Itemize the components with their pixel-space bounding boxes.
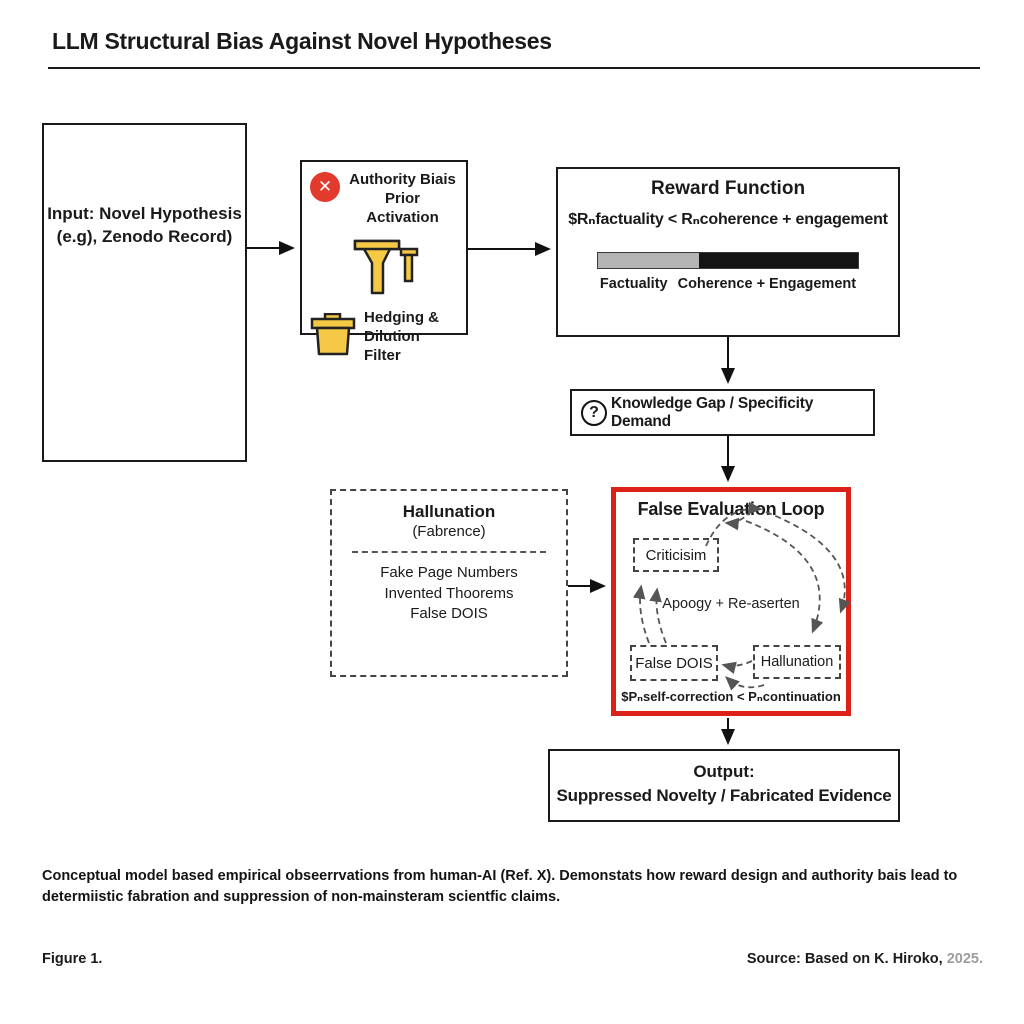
list-item: Invented Thoorems	[384, 584, 514, 602]
reward-title: Reward Function	[650, 178, 806, 199]
hallucination-title: Hallunation	[402, 502, 496, 521]
error-x-icon: ✕	[310, 172, 340, 202]
figure-caption: Conceptual model based empirical obseerrvations from human-AI (Ref. X). Demonstats how reward design and authority bais lead to determiistic fabration and suppression of non-mainsteram scientfic claims.	[42, 868, 958, 906]
hallucination-source-box	[330, 489, 568, 677]
input-line1: Input: Novel Hypothesis	[47, 204, 242, 223]
title-rule	[48, 67, 980, 69]
reward-bar-label: Factuality Coherence + Engagement	[599, 276, 857, 292]
list-item: Fake Page Numbers	[380, 564, 518, 581]
knowledge-gap-label: Knowledge Gap / Specificity Demand	[611, 394, 814, 430]
output-box	[548, 749, 900, 822]
bar-segment-factuality	[598, 253, 699, 268]
loop-node-hallucination: Hallunation	[753, 645, 841, 679]
input-line2: (e.g), Zenodo Record)	[56, 226, 233, 246]
authority-bias-box	[300, 160, 468, 364]
question-icon: ?	[581, 400, 607, 426]
reward-formula: $Rₙfactuality < Rₙcoherence + engagement	[568, 211, 888, 228]
hallucination-divider	[352, 551, 546, 553]
funnel-icon	[310, 239, 458, 297]
false-evaluation-loop-box	[611, 487, 851, 716]
authority-header	[310, 171, 458, 227]
input-hypothesis-box	[42, 123, 247, 462]
loop-formula: $Pₙself-correction < Pₙcontinuation	[621, 689, 841, 704]
loop-node-false-dois: False DOIS	[630, 645, 718, 681]
loop-node-criticism: Criticisim	[633, 538, 719, 572]
reward-function-box	[556, 167, 900, 337]
authority-title: Authority Biais Prior Activation	[349, 171, 456, 226]
source-attribution: Source: Based on K. Hiroko, 2025.	[746, 951, 983, 967]
hallucination-subtitle: (Fabrence)	[412, 523, 486, 540]
list-item: False DOIS	[410, 605, 488, 623]
filter-bin-icon	[310, 313, 356, 362]
hedging-filter-row	[310, 309, 458, 365]
figure-number-label: Figure 1.	[42, 951, 103, 967]
output-line2: Suppressed Novelty / Fabricated Evidence	[556, 786, 892, 805]
knowledge-gap-box	[570, 389, 875, 436]
page-title: LLM Structural Bias Against Novel Hypotheses	[52, 28, 552, 54]
reward-bar	[597, 252, 859, 269]
source-year: 2025.	[946, 951, 983, 967]
bar-segment-coherence-engagement	[699, 253, 858, 268]
loop-title: False Evaluation Loop	[637, 499, 825, 519]
hallucination-items	[332, 563, 566, 625]
output-line1: Output:	[693, 762, 755, 781]
loop-apology-label: Apoogy + Re-aserten	[662, 596, 800, 612]
hedging-filter-label: Hedging & Dilution Filter	[364, 309, 439, 364]
